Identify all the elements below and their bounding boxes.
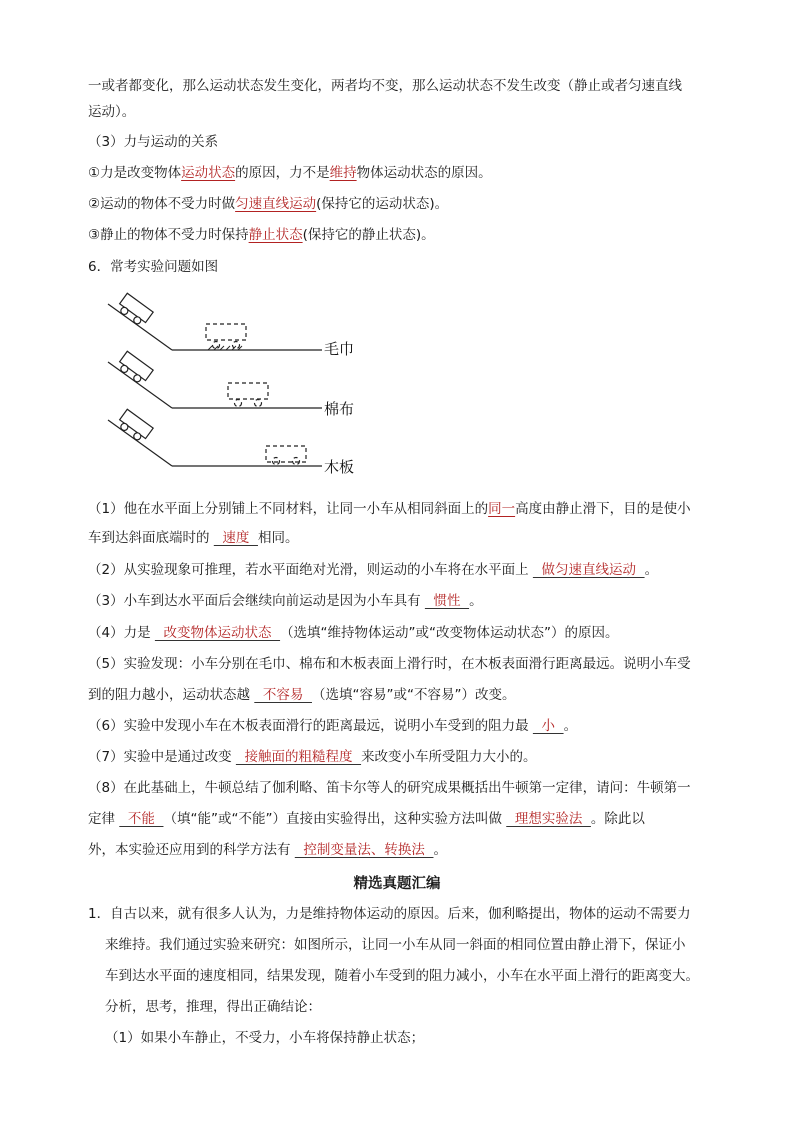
question-8-line-2: 定律 不能 （填“能”或“不能”）直接由实验得出，这种实验方法叫做 理想实验法 。除此以 bbox=[88, 811, 645, 827]
answer-maintain: 维持 bbox=[329, 165, 357, 181]
problem-1-line-2: 来维持。我们通过实验来研究：如图所示，让同一小车从同一斜面的相同位置由静止滑下，保证小 bbox=[105, 937, 686, 953]
question-8-line-3: 外，本实验还应用到的科学方法有 控制变量法、转换法 。 bbox=[88, 842, 447, 858]
answer-roughness: 接触面的粗糙程度 bbox=[235, 749, 362, 765]
question-1-line-1: （1）他在水平面上分别铺上不同材料，让同一小车从相同斜面上的同一高度由静止滑下，目的是使小 bbox=[88, 501, 691, 517]
cart-1-dashed bbox=[206, 324, 246, 349]
answer-inertia: 惯性 bbox=[424, 593, 470, 609]
answer-speed: 速度 bbox=[213, 530, 258, 546]
question-4: （4）力是 改变物体运动状态 （选填“维持物体运动”或“改变物体运动状态”）的原因。 bbox=[88, 625, 619, 641]
cart-2-dashed bbox=[228, 383, 268, 407]
cart-3-dashed bbox=[266, 446, 306, 465]
problem-1-sub-1: （1）如果小车静止，不受力，小车将保持静止状态； bbox=[105, 1030, 425, 1046]
question-3: （3）小车到达水平面后会继续向前运动是因为小车具有 惯性 。 bbox=[88, 593, 483, 609]
question-7: （7）实验中是通过改变 接触面的粗糙程度 来改变小车所受阻力大小的。 bbox=[88, 749, 537, 765]
cart-1 bbox=[116, 293, 153, 328]
label-towel: 毛巾 bbox=[324, 340, 355, 358]
experiment-diagram bbox=[100, 284, 370, 480]
problem-1-line-1: 1．自古以来，就有很多人认为，力是维持物体运动的原因。后来，伽利略提出，物体的运动不需要力 bbox=[88, 906, 691, 922]
section3-point-3: ③静止的物体不受力时保持静止状态(保持它的静止状态)。 bbox=[88, 227, 435, 243]
answer-ideal-experiment: 理想实验法 bbox=[506, 811, 591, 827]
section3-point-1: ①力是改变物体运动状态的原因，力不是维持物体运动状态的原因。 bbox=[88, 165, 492, 181]
question-1-line-2: 车到达斜面底端时的 速度 相同。 bbox=[88, 530, 299, 546]
label-cotton: 棉布 bbox=[324, 400, 355, 418]
answer-uniform-linear: 做匀速直线运动 bbox=[532, 562, 645, 578]
answer-rest-state: 静止状态 bbox=[248, 227, 303, 243]
section3-point-2: ②运动的物体不受力时做匀速直线运动(保持它的运动状态)。 bbox=[88, 196, 449, 212]
problem-1-line-4: 分析，思考，推理，得出正确结论： bbox=[105, 999, 321, 1015]
section6-heading: 6．常考实验问题如图 bbox=[88, 259, 219, 275]
intro-line-1: 一或者都变化，那么运动状态发生变化，两者均不变，那么运动状态不发生改变（静止或者匀速直线 bbox=[88, 78, 682, 94]
question-8-line-1: （8）在此基础上，牛顿总结了伽利略、笛卡尔等人的研究成果概括出牛顿第一定律，请问：牛顿第一 bbox=[88, 780, 691, 796]
section3-heading: （3）力与运动的关系 bbox=[88, 134, 219, 150]
answer-methods: 控制变量法、转换法 bbox=[294, 842, 434, 858]
cart-2 bbox=[116, 351, 153, 386]
answer-motion-state: 运动状态 bbox=[181, 165, 236, 181]
answer-same-height: 同一 bbox=[488, 501, 516, 517]
intro-line-2: 运动）。 bbox=[88, 104, 136, 120]
problem-1-line-3: 车到达水平面的速度相同，结果发现，随着小车受到的阻力减小，小车在水平面上滑行的距离变大。 bbox=[105, 968, 699, 984]
answer-uniform-motion: 匀速直线运动 bbox=[235, 196, 317, 212]
section-title: 精选真题汇编 bbox=[353, 876, 441, 892]
question-5-line-2: 到的阻力越小，运动状态越 不容易 （选填“容易”或“不容易”）改变。 bbox=[88, 687, 516, 703]
label-wood: 木板 bbox=[324, 458, 355, 476]
answer-cannot: 不能 bbox=[119, 811, 164, 827]
question-2: （2）从实验现象可推理，若水平面绝对光滑，则运动的小车将在水平面上 做匀速直线运动 。 bbox=[88, 562, 659, 578]
question-6: （6）实验中发现小车在木板表面滑行的距离最远，说明小车受到的阻力最 小 。 bbox=[88, 718, 578, 734]
answer-not-easy: 不容易 bbox=[254, 687, 312, 703]
answer-change-motion: 改变物体运动状态 bbox=[154, 625, 281, 641]
question-5-line-1: （5）实验发现：小车分别在毛巾、棉布和木板表面上滑行时，在木板表面滑行距离最远。说明小车受 bbox=[88, 656, 691, 672]
cart-3 bbox=[116, 409, 153, 444]
answer-smallest: 小 bbox=[532, 718, 564, 734]
